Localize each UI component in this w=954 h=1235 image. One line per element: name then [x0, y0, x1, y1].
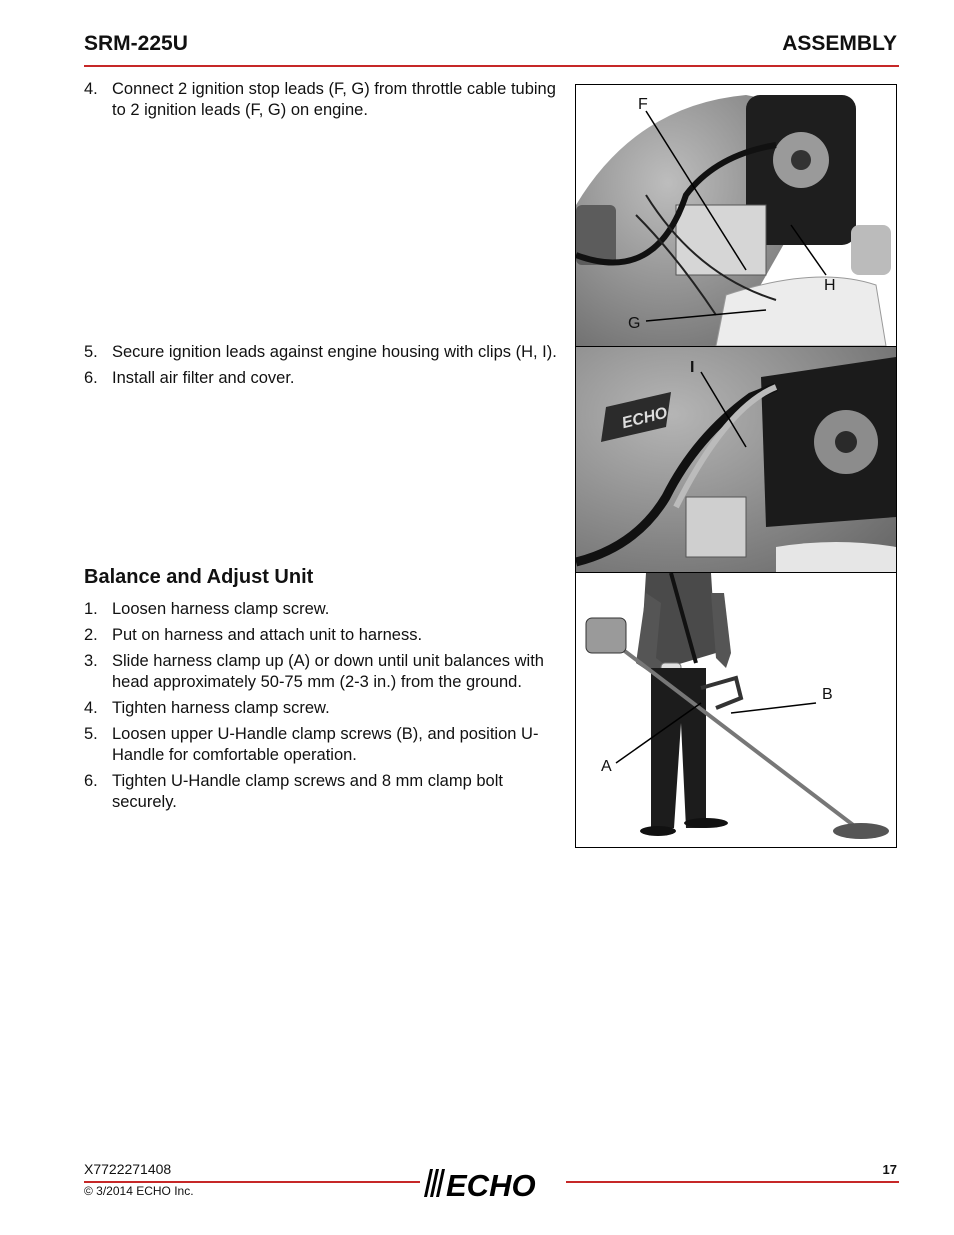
copyright: © 3/2014 ECHO Inc. — [84, 1184, 194, 1198]
step-number: 4. — [84, 699, 98, 717]
echo-logo — [420, 1165, 566, 1201]
label-f: F — [638, 96, 648, 113]
model-title: SRM-225U — [84, 32, 188, 55]
label-g: G — [628, 315, 641, 332]
steps-balance — [84, 599, 564, 818]
brand-decal: ECHO — [620, 404, 670, 433]
step-text: Loosen upper U-Handle clamp screws (B), and position U-Handle for comfortable operation. — [112, 725, 539, 764]
footer-rule-right — [566, 1181, 899, 1183]
steps-ignition — [84, 79, 564, 126]
step-item — [84, 79, 564, 121]
steps-clips — [84, 342, 564, 394]
footer-rule-left — [84, 1181, 420, 1183]
operator-illustration — [576, 573, 896, 847]
step-number: 5. — [84, 343, 98, 361]
step-text: Install air filter and cover. — [112, 369, 295, 387]
engine-clip-illustration — [576, 347, 896, 572]
logo-wordmark: ECHO — [446, 1168, 536, 1201]
step-item — [84, 698, 564, 719]
step-item — [84, 625, 564, 646]
step-item — [84, 724, 564, 766]
label-i: I — [690, 359, 695, 376]
step-item — [84, 651, 564, 693]
figure-clip-i — [575, 346, 897, 573]
step-item — [84, 342, 564, 363]
step-item — [84, 368, 564, 389]
label-h: H — [824, 277, 836, 294]
step-number: 6. — [84, 772, 98, 790]
label-b: B — [822, 686, 833, 703]
balance-heading: Balance and Adjust Unit — [84, 566, 314, 588]
page-number: 17 — [882, 1162, 897, 1177]
step-number: 1. — [84, 600, 98, 618]
step-text: Slide harness clamp up (A) or down until unit balances with head approximately 50-75 mm (2-3 in.) from the ground. — [112, 652, 544, 691]
label-a: A — [601, 758, 612, 775]
figure-operator-balance — [575, 572, 897, 848]
step-number: 6. — [84, 369, 98, 387]
section-title: ASSEMBLY — [782, 32, 897, 55]
step-text: Connect 2 ignition stop leads (F, G) from throttle cable tubing to 2 ignition leads (F, G) on engine. — [112, 80, 556, 119]
step-item — [84, 771, 564, 813]
step-number: 5. — [84, 725, 98, 743]
step-text: Secure ignition leads against engine housing with clips (H, I). — [112, 343, 557, 361]
engine-photo-illustration — [576, 85, 896, 346]
step-text: Loosen harness clamp screw. — [112, 600, 330, 618]
step-number: 3. — [84, 652, 98, 670]
step-text: Tighten harness clamp screw. — [112, 699, 330, 717]
figure-ignition-leads — [575, 84, 897, 347]
part-number: X7722271408 — [84, 1161, 172, 1177]
step-text: Tighten U-Handle clamp screws and 8 mm clamp bolt securely. — [112, 772, 503, 811]
step-number: 2. — [84, 626, 98, 644]
step-item — [84, 599, 564, 620]
step-number: 4. — [84, 80, 98, 98]
step-text: Put on harness and attach unit to harness. — [112, 626, 423, 644]
header-rule — [84, 65, 899, 67]
